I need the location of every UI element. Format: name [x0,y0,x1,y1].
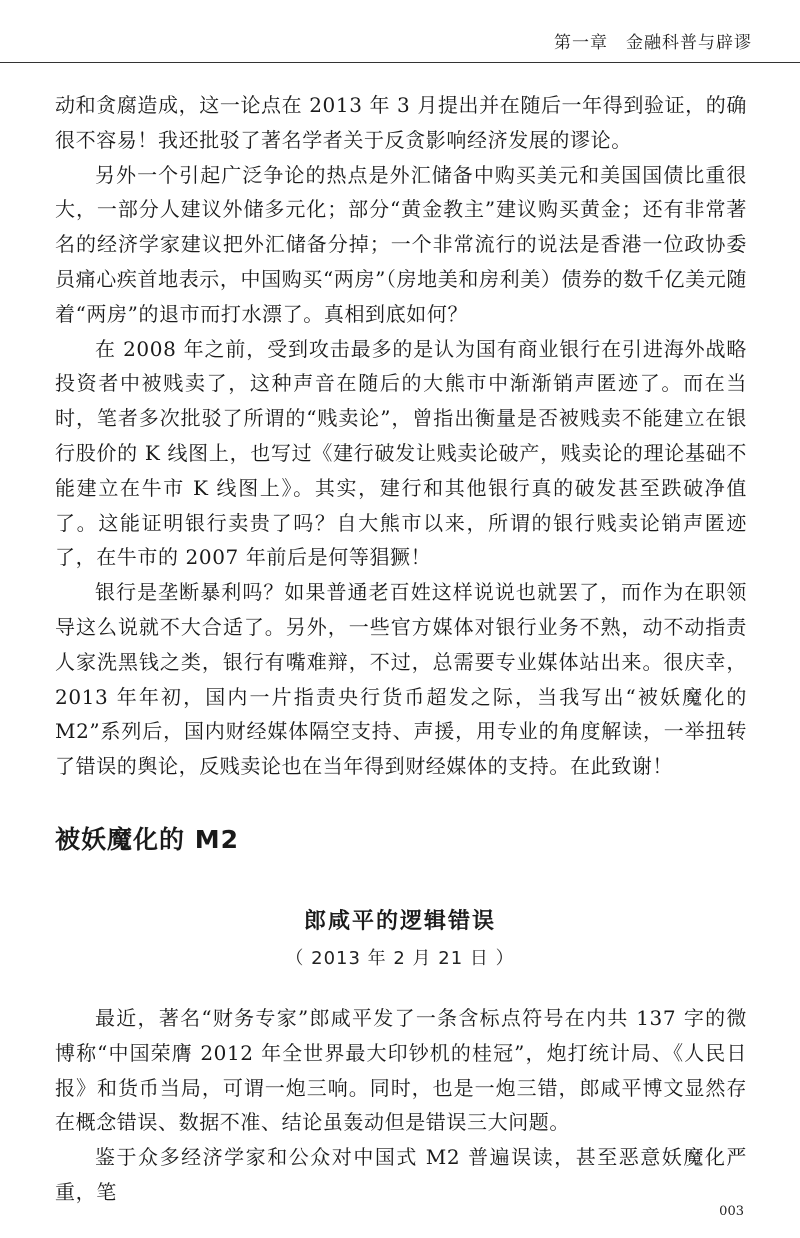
header-rule [0,62,800,63]
article-date: （ 2013 年 2 月 21 日 ） [285,948,515,969]
section-heading: 被妖魔化的 M2 [55,825,239,854]
article-title: 郎咸平的逻辑错误 [303,909,496,934]
body-text-bottom [55,1001,747,1210]
running-header [0,0,800,62]
body-text-top [55,88,747,784]
running-title: 第一章 金融科普与辟谬 [554,33,752,53]
paragraph-4: 银行是垄断暴利吗？如果普通老百姓这样说说也就罢了，而作为在职领导这么说就不大合适了。另外，一些官方媒体对银行业务不熟，动不动指责人家洗黑钱之类，银行有嘴难辩，不过，总需要专业媒体站出来。很庆幸，2013 年年初，国内一片指责央行货币超发之际，当我写出“被妖魔化的 M2”系列后，国内财经媒体隔空支持、声援，用专业的角度解读，一举扭转了错误的舆论，反贱卖论也在当年得到财经媒体的支持。在此致谢！ [55,580,747,779]
article-paragraph-1: 最近，著名“财务专家”郎咸平发了一条含标点符号在内共 137 字的微博称“中国荣膺 2012 年全世界最大印钞机的桂冠”，炮打统计局、《人民日报》和货币当局，可谓一炮三响。同时，也是一炮三错，郎咸平博文显然存在概念错误、数据不准、结论虽轰动但是错误三大问题。 [55,1006,747,1135]
paragraph-1: 动和贪腐造成，这一论点在 2013 年 3 月提出并在随后一年得到验证，的确很不容易！我还批驳了著名学者关于反贪影响经济发展的谬论。 [55,93,747,152]
page-number: 003 [719,1204,744,1219]
paragraph-3: 在 2008 年之前，受到攻击最多的是认为国有商业银行在引进海外战略投资者中被贱卖了，这种声音在随后的大熊市中渐渐销声匿迹了。而在当时，笔者多次批驳了所谓的“贱卖论”，曾指出衡量是否被贱卖不能建立在银行股价的 K 线图上，也写过《建行破发让贱卖论破产，贱卖论的理论基础不能建立在牛市 K 线图上》。其实，建行和其他银行真的破发甚至跌破净值了。这能证明银行卖贵了吗？自大熊市以来，所谓的银行贱卖论销声匿迹了，在牛市的 2007 年前后是何等猖獗！ [55,336,747,570]
paragraph-2: 另外一个引起广泛争论的热点是外汇储备中购买美元和美国国债比重很大，一部分人建议外储多元化；部分“黄金教主”建议购买黄金；还有非常著名的经济学家建议把外汇储备分掉；一个非常流行的说法是香港一位政协委员痛心疾首地表示，中国购买“两房”（房地美和房利美）债券的数千亿美元随着“两房”的退市而打水漂了。真相到底如何？ [55,162,747,326]
article-paragraph-2: 鉴于众多经济学家和公众对中国式 M2 普遍误读，甚至恶意妖魔化严重，笔 [55,1145,747,1204]
